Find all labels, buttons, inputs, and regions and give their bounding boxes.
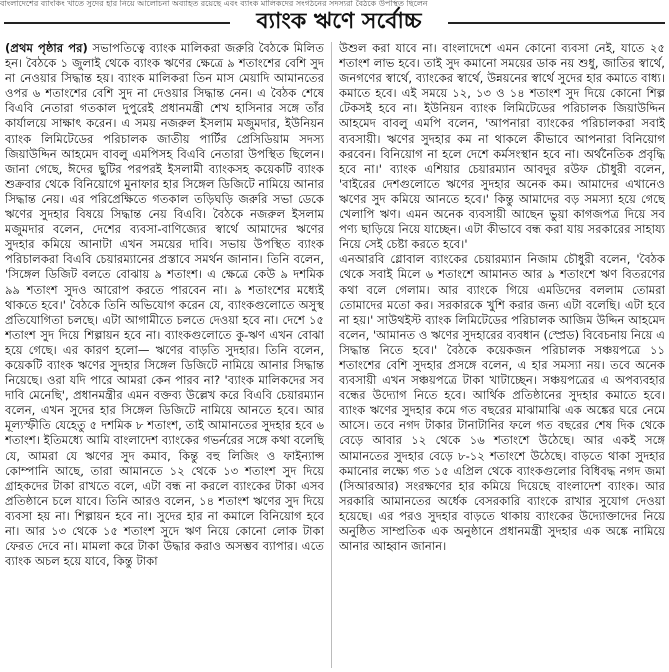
article-paragraph: এনআরবি গ্লোবাল ব্যাংকের চেয়ারম্যান নিজাম চৌধুরী বলেন, 'বৈঠক থেকে সবাই মিলে ৬ শতাংশে আমানত আর ৯ শতাংশে ঋণ বিতরণের কথা বলে গেলাম। আর ব্যাংকে গিয়ে এমডিদের বললাম তোমরা তোমাদের মতো কর। সরকারকে খুশি করার জন্য এটা বলেছি। এটা হবে না হয়।' সাউথইস্ট ব্যাংক লিমিটেডের পরিচালক আজিম উদ্দিন আহমেদ বলেন, 'আমানত ও ঋণের সুদহারের ব্যবধান (স্প্রেড) বিবেচনায় নিয়ে এ সিদ্ধান্ত নিতে হবে।' বৈঠকে কয়েকজন পরিচালক সঞ্চয়পত্রে ১১ শতাংশের বেশি সুদহার প্রসঙ্গে বলেন, এ হার সমস্যা নয়। তবে অনেক ব্যবসায়ী এখন সঞ্চয়পত্রে টাকা খাটাচ্ছেন। সঞ্চয়পত্রের এ অপব্যবহার বন্ধের উদ্যোগ নিতে হবে। আর্থিক প্রতিষ্ঠানের সুদহার কমাতে হবে। ব্যাংক ঋণের সুদহার কমে গত বছরের মাঝামাঝি এক অঙ্কের ঘরে নেমে আসে। তবে নগদ টাকার টানাটানির ফলে গত বছরের শেষ দিক থেকে বেড়ে আবার ১২ থেকে ১৬ শতাংশে উঠেছে। আর একই সঙ্গে আমানতের সুদহার বেড়ে ৮-১২ শতাংশে উঠেছে। বাড়তে থাকা সুদহার কমানোর লক্ষ্যে গত ১৫ এপ্রিল থেকে ব্যাংকগুলোর বিধিবদ্ধ নগদ জমা (সিআরআর) সংরক্ষণের হার কমিয়ে দিয়েছে বাংলাদেশ ব্যাংক। আর সরকারি আমানতের অর্ধেক বেসরকারি ব্যাংকে রাখার সুযোগ দেওয়া হয়েছে। এর পরও সুদহার বাড়তে থাকায় ব্যাংকের উদ্যোক্তাদের নিয়ে অনুষ্ঠিত সাম্প্রতিক এক অনুষ্ঠানে প্রধানমন্ত্রী সুদহার এক অঙ্কে নামিয়ে আনার আহ্বান জানান। <box>339 252 665 554</box>
article-paragraph: উশুল করা যাবে না। বাংলাদেশে এমন কোনো ব্যবসা নেই, যাতে ২৫ শতাংশ লাভ হবে। তাই সুদ কমানো সময়ের ডাক নয় শুধু, জাতির স্বার্থে, জনগণের স্বার্থে, ব্যাংকের স্বার্থে, উন্নয়নের স্বার্থে সুদের হার কমাতে বাধ্য। কমাতে হবে। এই সময়ে ১২, ১৩ ও ১৪ শতাংশ সুদ দিয়ে কোনো শিল্প টেকসই হবে না। ইউনিয়ন ব্যাংক লিমিটেডের পরিচালক জিয়াউদ্দিন আহমেদ বাবলু এমপি বলেন, 'আপনারা ব্যাংকের পরিচালকরা সবাই ব্যবসায়ী। ঋণের সুদহার কম না থাকলে কীভাবে আপনারা বিনিয়োগ করবেন। বিনিয়োগ না হলে দেশে কর্মসংস্থান হবে না। অর্থনৈতিক প্রবৃদ্ধি হবে না।' ব্যাংক এশিয়ার চেয়ারম্যান আবদুর রউফ চৌধুরী বলেন, 'বাইরের দেশগুলোতে ঋণের সুদহার অনেক কম। আমাদের এখানেও ঋণের সুদ কমিয়ে আনতে হবে।' কিন্তু আমাদের বড় সমস্যা হয়ে গেছে খেলাপি ঋণ। এমন অনেক ব্যবসায়ী আছেন ভুয়া কাগজপত্র দিয়ে সব পণ্য ছাড়িয়ে নিয়ে যাচ্ছেন। এটা কীভাবে বন্ধ করা যায় সরকারের সাহায্য নিয়ে সেই চেষ্টা করতে হবে।' <box>339 41 665 252</box>
continuation-lead: (প্রথম পৃষ্ঠার পর) <box>5 41 88 55</box>
headline: ব্যাংক ঋণে সর্বোচ্চ <box>256 9 422 34</box>
column-divider <box>331 42 332 668</box>
article-paragraph <box>5 41 324 569</box>
headline-rule-left <box>4 22 230 24</box>
paragraph-text: সভাপতিত্বে ব্যাংক মালিকরা জরুরি বৈঠকে মিলিত হন। বৈঠকে ১ জুলাই থেকে ব্যাংক ঋণের ক্ষেত্রে ৯ শতাংশের বেশি সুদ না নেওয়ার সিদ্ধান্ত হয়। ব্যাংক মালিকরা তিন মাস মেয়াদি আমানতের ওপর ৬ শতাংশের বেশি সুদ না দেওয়ার সিদ্ধান্ত নেন। এ বৈঠক শেষে বিএবি নেতারা গতকাল দুপুরেই প্রধানমন্ত্রী শেখ হাসিনার সঙ্গে তাঁর কার্যালয়ে সাক্ষাৎ করেন। এ সময় নজরুল ইসলাম মজুমদার, ইউনিয়ন ব্যাংক লিমিটেডের পরিচালক জাতীয় পার্টির প্রেসিডিয়াম সদস্য জিয়াউদ্দিন আহমেদ বাবলু এমপিসহ বিএবি নেতারা উপস্থিত ছিলেন। জানা গেছে, ঈদের ছুটির পরপরই ইসলামী ব্যাংকসহ কয়েকটি ব্যাংক শুক্রবার থেকে বিনিয়োগে মুনাফার হার সিঙ্গেল ডিজিটে নামিয়ে আনার সিদ্ধান্ত নেয়। এর পরিপ্রেক্ষিতে গতকাল তড়িঘড়ি জরুরি সভা ডেকে ঋণের সুদহার বিষয়ে সিদ্ধান্ত নেয় বিএবি। বৈঠকে নজরুল ইসলাম মজুমদার বলেন, দেশের ব্যবসা-বাণিজ্যের স্বার্থে আমাদের ঋণের সুদহার কমিয়ে আনাটা এখন সময়ের দাবি। সভায় উপস্থিত ব্যাংক পরিচালকরা বিএবি চেয়ারম্যানের প্রস্তাবে সমর্থন জানান। তিনি বলেন, 'সিঙ্গেল ডিজিট বলতে বোঝায় ৯ শতাংশ। এ ক্ষেত্রে কেউ ৯ দশমিক ৯৯ শতাংশ সুদও আরোপ করতে পারবেন না। ৯ শতাংশের মধ্যেই থাকতে হবে।' বৈঠকে তিনি অভিযোগ করেন যে, ব্যাংকগুলোতে অসুস্থ প্রতিযোগিতা চলছে। এটা আগামীতে চলতে দেওয়া হবে না। দেশে ১৫ শতাংশ সুদ দিয়ে শিল্পায়ন হবে না। ব্যাংকগুলোতে কু-ঋণ এখন বোঝা হয়ে গেছে। এর কারণ হলো— ঋণের বাড়তি সুদহার। তিনি বলেন, কয়েকটি ব্যাংক ঋণের সুদহার সিঙ্গেল ডিজিটে নামিয়ে আনার সিদ্ধান্ত নিয়েছে। ওরা যদি পারে আমরা কেন পারব না? 'ব্যাংক মালিকদের সব দাবি মেনেছি', প্রধানমন্ত্রীর এমন বক্তব্য উল্লেখ করে বিএবি চেয়ারম্যান বলেন, এখন সুদের হার সিঙ্গেল ডিজিটে নামিয়ে আনতে হবে। আর মূল্যস্ফীতি যেহেতু ৫ দশমিক ৮ শতাংশ, তাই আমানতের সুদহার হবে ৬ শতাংশ। ইতিমধ্যে আমি বাংলাদেশ ব্যাংকের গভর্নরের সঙ্গে কথা বলেছি যে, আমরা যে ঋণের সুদ কমাব, কিন্তু বহু লিজিং ও ফাইন্যান্স কোম্পানি আছে, তারা আমানতে ১২ থেকে ১৩ শতাংশ সুদ দিয়ে গ্রাহকদের টাকা রাখতে বলে, এটা বন্ধ না করলে ব্যাংকের টাকা এসব প্রতিষ্ঠানে চলে যাবে। তিনি আরও বলেন, ১৪ শতাংশ ঋণের সুদ দিয়ে ব্যবসা হয় না। শিল্পায়ন হবে না। সুদের হার না কমালে বিনিয়োগ হবে না। আর ১৩ থেকে ১৫ শতাংশ সুদে ঋণ নিয়ে কোনো লোক টাকা ফেরত দেবে না। মামলা করে টাকা উদ্ধার করাও অসম্ভব ব্যাপার। এতে ব্যাংক অচল হয়ে যাবে, কিন্তু টাকা <box>5 41 324 569</box>
previous-page-strip: বাংলাদেশের ব্যাংকিং খাতে সুদের হার নিয়ে আলোচনা অব্যাহত রয়েছে এবং ব্যাংক মালিকদের সংগঠনের সদস্যরা বৈঠকে উপস্থিত ছিলেন <box>0 0 428 7</box>
article-column-right <box>339 41 665 669</box>
article-column-left <box>5 41 324 669</box>
headline-banner <box>0 6 669 40</box>
headline-rule-right <box>448 22 665 24</box>
